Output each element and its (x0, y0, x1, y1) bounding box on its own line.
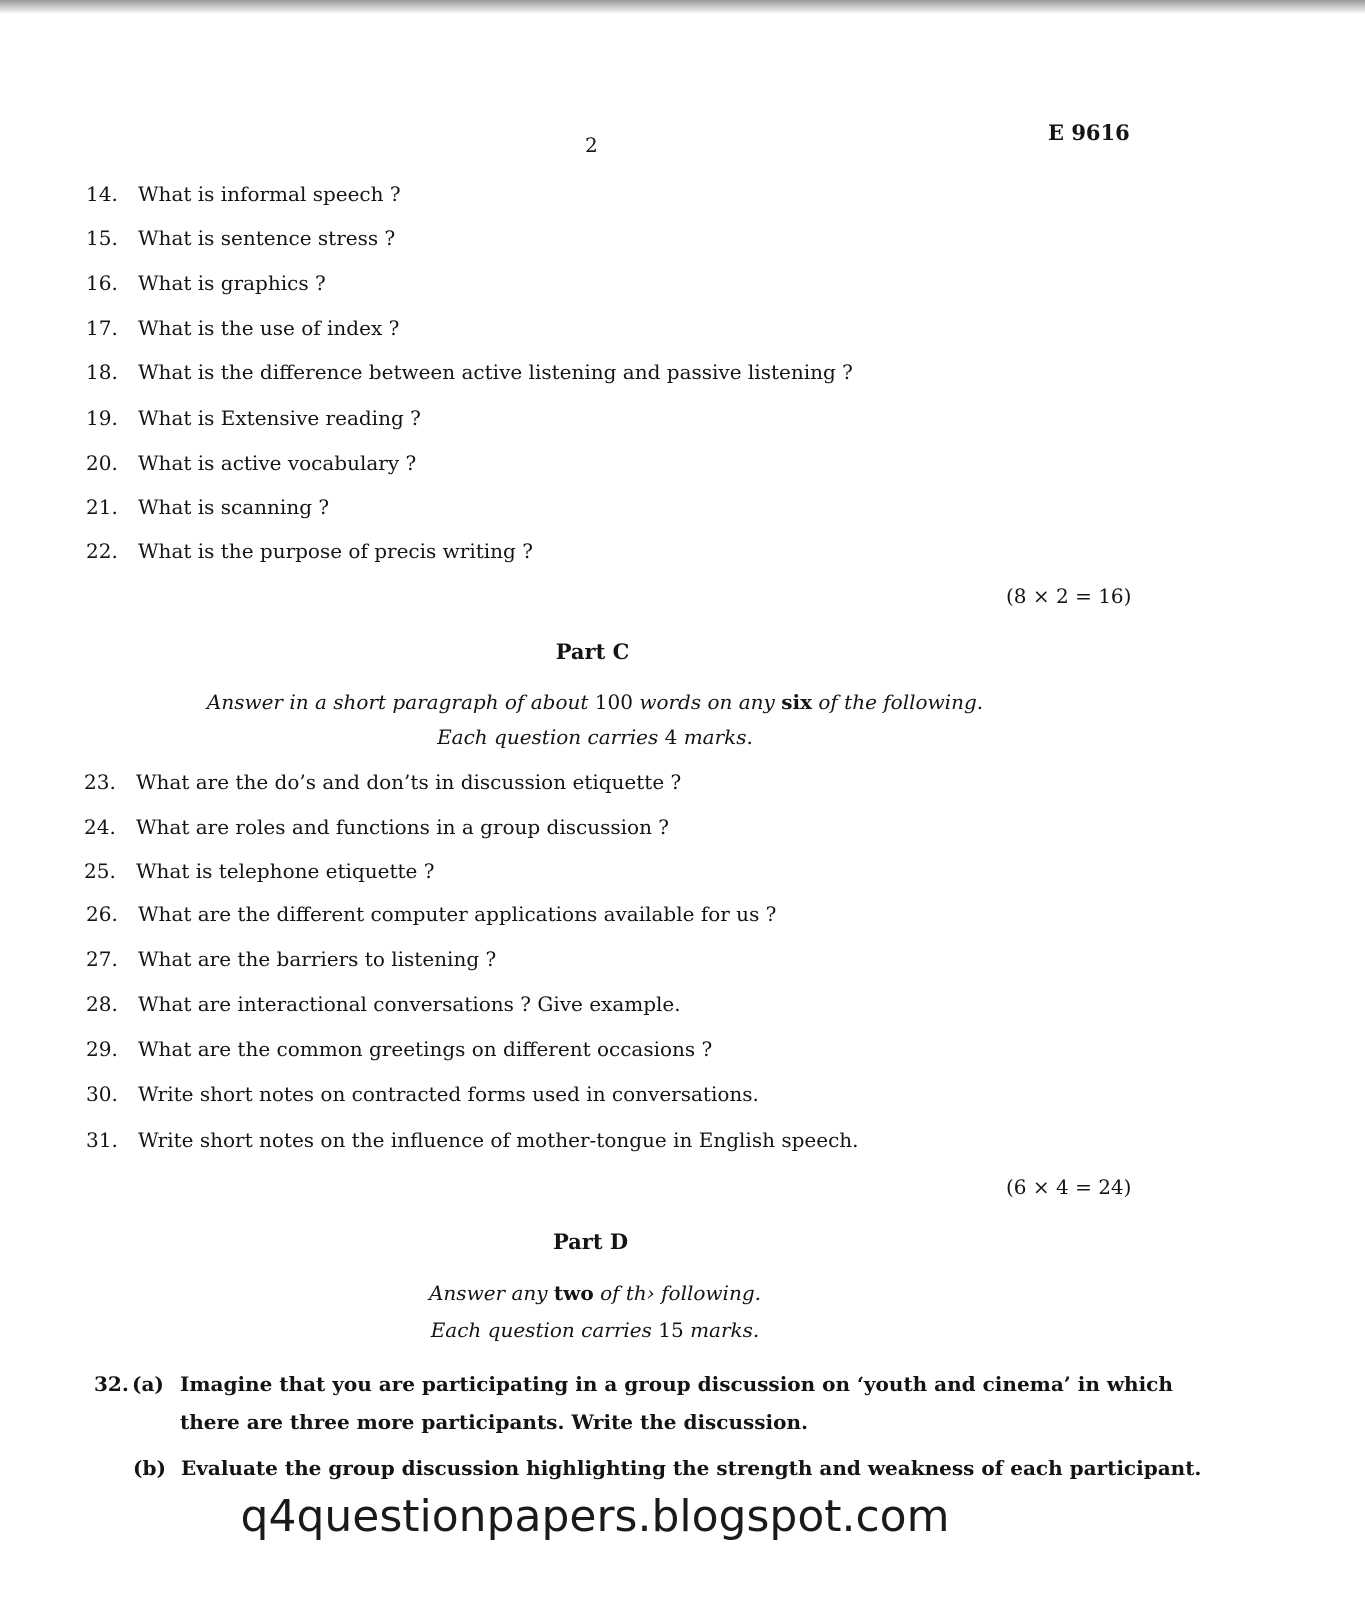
question-27: 27. What are the barriers to listening ? (86, 947, 497, 971)
part-c-instruction-line2: Each question carries 4 marks. (437, 725, 753, 749)
watermark: q4questionpapers.blogspot.com (240, 1491, 950, 1542)
paper-code: E 9616 (1048, 120, 1130, 145)
question-30: 30. Write short notes on contracted forms used in conversations. (86, 1082, 759, 1106)
question-24: 24. What are roles and functions in a group discussion ? (84, 815, 670, 839)
question-32a-line2: there are three more participants. Write the discussion. (180, 1410, 808, 1434)
question-22: 22. What is the purpose of precis writing ? (86, 539, 533, 563)
part-d-title: Part D (552, 1229, 629, 1254)
question-17: 17. What is the use of index ? (86, 316, 400, 340)
question-26: 26. What are the different computer applications available for us ? (86, 902, 777, 926)
question-21: 21. What is scanning ? (86, 495, 330, 519)
question-32b: (b) Evaluate the group discussion highlighting the strength and weakness of each participant. (133, 1456, 1202, 1480)
question-15: 15. What is sentence stress ? (86, 226, 396, 250)
question-32a: 32. (a) Imagine that you are participating in a group discussion on ‘youth and cinema’ in which (94, 1372, 1173, 1396)
part-b-marks: (8 × 2 = 16) (1006, 584, 1132, 608)
question-31: 31. Write short notes on the influence of mother-tongue in English speech. (86, 1128, 859, 1152)
question-28: 28. What are interactional conversations ? Give example. (86, 992, 681, 1016)
part-d-instruction-line1: Answer any two of th› following. (428, 1281, 761, 1305)
question-23: 23. What are the do’s and don’ts in discussion etiquette ? (84, 770, 682, 794)
part-c-marks: (6 × 4 = 24) (1006, 1175, 1132, 1199)
scan-top-edge (0, 0, 1365, 14)
question-19: 19. What is Extensive reading ? (86, 406, 421, 430)
part-c-title: Part C (555, 639, 630, 664)
question-18: 18. What is the difference between active listening and passive listening ? (86, 360, 853, 384)
part-c-instruction-line1: Answer in a short paragraph of about 100 words on any six of the following. (206, 690, 984, 714)
part-d-instruction-line2: Each question carries 15 marks. (430, 1318, 760, 1342)
question-16: 16. What is graphics ? (86, 271, 326, 295)
question-29: 29. What are the common greetings on different occasions ? (86, 1037, 713, 1061)
page-number: 2 (585, 133, 598, 157)
question-14: 14. What is informal speech ? (86, 182, 401, 206)
question-20: 20. What is active vocabulary ? (86, 451, 417, 475)
question-25: 25. What is telephone etiquette ? (84, 859, 435, 883)
